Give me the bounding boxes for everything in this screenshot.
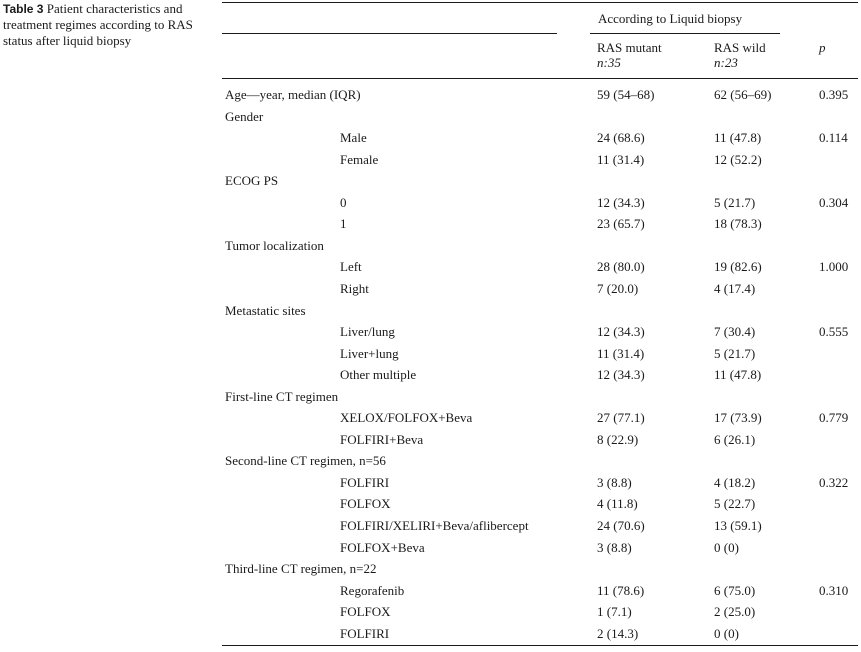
ras-mutant-value: 11 (31.4): [597, 345, 645, 361]
ras-wild-value: 62 (56–69): [714, 87, 772, 102]
ras-wild-value: 17 (73.9): [714, 410, 762, 426]
row-label: Male: [340, 130, 367, 146]
row-label: Tumor localization: [225, 237, 324, 253]
ras-wild-value: 2 (25.0): [714, 604, 756, 620]
table-row: [0, 281, 861, 303]
row-label: FOLFIRI: [340, 625, 390, 641]
ras-mutant-value: 1 (7.1): [597, 604, 632, 620]
table-row: [0, 173, 861, 195]
ras-mutant-value: 12 (34.3): [597, 367, 645, 383]
row-label: Right: [340, 280, 369, 296]
table-row: [0, 583, 861, 605]
table-row: [0, 389, 861, 411]
table-row: [0, 303, 861, 325]
ras-wild-value: 5 (21.7): [714, 194, 756, 210]
table-row: [0, 453, 861, 475]
table-row: [0, 130, 861, 152]
row-label: Female: [340, 151, 379, 167]
row-label: FOLFIRI+Beva: [340, 431, 424, 447]
header-left-rule: [222, 33, 557, 34]
table-row: [0, 238, 861, 260]
row-label: Gender: [225, 108, 264, 124]
row-label: First-line CT regimen: [225, 388, 339, 404]
row-label: FOLFOX: [340, 604, 391, 620]
table-row: [0, 216, 861, 238]
ras-mutant-value: 8 (22.9): [597, 431, 639, 447]
ras-mutant-value: 11 (78.6): [597, 582, 645, 598]
row-label: FOLFOX: [340, 496, 391, 512]
header-ras-wild-n: n:23: [714, 55, 738, 70]
ras-mutant-value: 7 (20.0): [597, 280, 639, 296]
ras-mutant-value: 11 (31.4): [597, 151, 645, 167]
ras-wild-value: 5 (21.7): [714, 345, 756, 361]
p-value: 0.555: [819, 324, 849, 340]
table-row: [0, 195, 861, 217]
ras-wild-value: 5 (22.7): [714, 496, 756, 512]
table-row: [0, 109, 861, 131]
ras-wild-value: 6 (75.0): [714, 582, 756, 598]
row-label: Regorafenib: [340, 582, 405, 598]
p-value: 1.000: [819, 259, 849, 275]
ras-wild-value: 12 (52.2): [714, 151, 762, 167]
ras-mutant-value: 12 (34.3): [597, 324, 645, 340]
row-label: FOLFIRI/XELIRI+Beva/aflibercept: [340, 518, 529, 533]
p-value: 0.322: [819, 474, 849, 490]
table-row: [0, 346, 861, 368]
ras-wild-value: 0 (0): [714, 625, 739, 641]
ras-mutant-value: 24 (70.6): [597, 518, 645, 533]
table-row: [0, 152, 861, 174]
row-label: Left: [340, 259, 362, 275]
ras-mutant-value: 4 (11.8): [597, 496, 638, 512]
header-ras-mutant-label: RAS mutant: [597, 40, 662, 55]
p-value: 0.779: [819, 410, 849, 426]
ras-wild-value: 6 (26.1): [714, 431, 756, 447]
header-bottom-rule: [222, 78, 858, 79]
table-row: [0, 432, 861, 454]
ras-wild-value: 11 (47.8): [714, 130, 762, 146]
ras-wild-value: 7 (30.4): [714, 324, 756, 340]
table-row: [0, 324, 861, 346]
header-p: p: [819, 40, 826, 55]
ras-wild-value: 4 (18.2): [714, 474, 756, 490]
table-row: [0, 604, 861, 626]
p-value: 0.114: [819, 130, 848, 146]
table-row: [0, 410, 861, 432]
ras-mutant-value: 23 (65.7): [597, 216, 645, 232]
top-rule: [222, 2, 858, 3]
p-value: 0.304: [819, 194, 849, 210]
table-caption: [3, 1, 208, 49]
table-row: [0, 518, 861, 540]
table-row: [0, 367, 861, 389]
row-label: Age—year, median (IQR): [225, 87, 361, 102]
ras-mutant-value: 27 (77.1): [597, 410, 645, 426]
ras-wild-value: 13 (59.1): [714, 518, 762, 533]
table-row: [0, 259, 861, 281]
ras-wild-value: 4 (17.4): [714, 280, 756, 296]
table-row: [0, 496, 861, 518]
row-label: 0: [340, 194, 347, 210]
table-row: [0, 540, 861, 562]
header-group: According to Liquid biopsy: [598, 11, 743, 26]
p-value: 0.395: [819, 87, 849, 102]
row-label: Liver/lung: [340, 324, 395, 340]
header-ras-mutant-n: n:35: [597, 55, 621, 70]
ras-mutant-value: 24 (68.6): [597, 130, 645, 146]
ras-wild-value: 0 (0): [714, 539, 739, 555]
ras-mutant-value: 3 (8.8): [597, 474, 632, 490]
ras-wild-value: 11 (47.8): [714, 367, 762, 383]
table-row: [0, 475, 861, 497]
row-label: Third-line CT regimen, n=22: [225, 561, 377, 577]
ras-mutant-value: 12 (34.3): [597, 194, 645, 210]
table-row: [0, 561, 861, 583]
ras-wild-value: 18 (78.3): [714, 216, 762, 232]
ras-wild-value: 19 (82.6): [714, 259, 762, 275]
ras-mutant-value: 3 (8.8): [597, 539, 632, 555]
row-label: FOLFOX+Beva: [340, 539, 425, 555]
row-label: Metastatic sites: [225, 302, 306, 318]
header-ras-mutant: [597, 40, 662, 70]
bottom-rule: [222, 645, 858, 646]
row-label: Liver+lung: [340, 345, 399, 361]
table-number: Table 3: [3, 2, 44, 16]
row-label: 1: [340, 216, 347, 232]
ras-mutant-value: 2 (14.3): [597, 625, 639, 641]
row-label: Other multiple: [340, 367, 417, 383]
ras-mutant-value: 59 (54–68): [597, 87, 655, 102]
table-row: [0, 87, 861, 109]
row-label: Second-line CT regimen, n=56: [225, 453, 386, 469]
p-value: 0.310: [819, 582, 849, 598]
header-ras-wild-label: RAS wild: [714, 40, 766, 55]
header-group-rule: [590, 33, 780, 34]
row-label: FOLFIRI: [340, 474, 390, 490]
caption-text: Patient characteristics and treatment regimes according to RAS status after liquid biopsy: [3, 1, 193, 48]
row-label: ECOG PS: [225, 173, 279, 189]
header-ras-wild: [714, 40, 766, 70]
ras-mutant-value: 28 (80.0): [597, 259, 645, 275]
row-label: XELOX/FOLFOX+Beva: [340, 410, 473, 426]
